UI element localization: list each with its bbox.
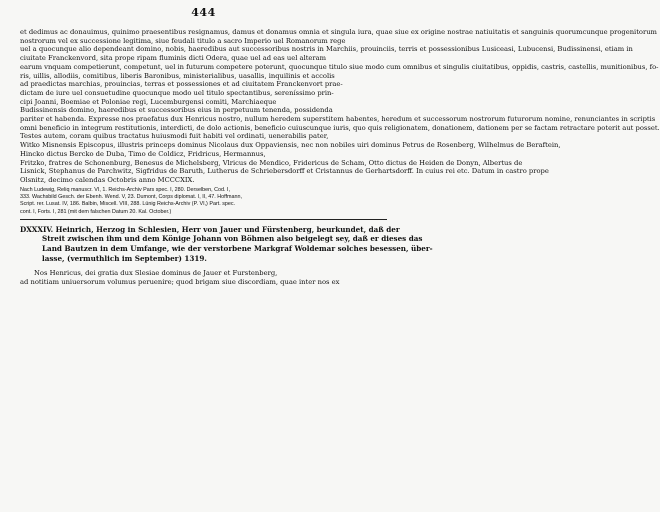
- body-line: omni beneficio in integrum restitutionis, interdicti, de dolo actionis, beneficio cuiuscunque iuris, quo quis religionatem, donationem, dationem per se factam retractare poterit aut posset.: [20, 123, 660, 132]
- page-number: 444: [191, 6, 216, 19]
- body-line: et dedimus ac donauimus, quinimo praesentibus resignamus, damus et donamus omnia et singula iura, quae siue ex origine nostrae natiuitatis et sanguinis quorumcunque progenitorum: [20, 28, 657, 36]
- body-line: dictam de iure uel consuetudine quocunque modo uel titulo spectantibus, sereníssimo prin-: [20, 88, 334, 97]
- section-divider: [20, 219, 387, 220]
- body-line: ciuitate Franckenvord, sita prope ripam fluminis dicti Odera, quae uel ad eas uel alteram: [20, 54, 327, 63]
- body-line: ris, uillis, allodiis, comitibus, liberis Baronibus, ministerialibus, uasallis, inquilinis et accolis: [20, 71, 335, 80]
- note-line: Nach Ludewig, Reliq manuscr. VI, 1. Reichs-Archiv Pars spec. I, 280. Derselben, Cod. I,: [20, 186, 231, 193]
- body-line: Hincko dictus Bercko de Duba, Timo de Coldicz, Fridricus, Hermannus,: [20, 149, 266, 158]
- body-line: uel a quocunque alio dependeant domino, nobis, haeredibus aut successoribus nostris in Marchiis, prouinciis, terris et possessionibus Lusiceasi, Lubucensi, Budissinensi, etiam in: [20, 45, 633, 54]
- second-document-body: [20, 269, 387, 286]
- body-line: Olsnitz, decimo calendas Octobris anno MCCCXIX.: [20, 175, 195, 184]
- heading-line: Land Bautzen in dem Umfange, wie der verstorbene Markgraf Woldemar solches besessen, über-: [42, 244, 433, 254]
- note-line: cont. I, Forts. I, 281 (mit dem falschen Datum 20. Kal. October.): [20, 208, 172, 215]
- body-line: Witko Misnensis Episcopus, illustris princeps dominus Nicolaus dux Oppaviensis, nec non nobiles uiri dominus Petrus de Rosenberg, Wilhelmus de Beraftein,: [20, 141, 561, 150]
- heading-line: lasse, (vermuthlich im September) 1319.: [42, 253, 207, 263]
- body-line: cipi Joanni, Boemiae et Poloniae regi, Lucemburgensi comiti, Marchiaeque: [20, 97, 277, 106]
- body-line: Nos Henricus, dei gratia dux Slesiae dominus de Jauer et Furstenberg,: [34, 269, 278, 278]
- heading-line: Streit zwischen ihm und dem Könige Johann von Böhmen also beigelegt sey, daß er dieses das: [42, 234, 423, 244]
- body-line: Lisnick, Stephanus de Parchwitz, Sigfridus de Baruth, Lutherus de Schriebersdorff et Cristannus de Gerhartsdorff. In cuius rei etc. Datum in castro prope: [20, 167, 549, 176]
- body-line: earum vnquam competierunt, competunt, uel in futurum competere poterunt, quocunque titulo siue modo cum omnibus et singulis ciuitatibus, oppidis, castris, castellis, munitionibus, fo-: [20, 62, 659, 71]
- note-line: Script. rer. Lusat. IV, 186. Balbin, Miscell. VIII, 288. Lünig Reichs-Archiv (P. VI,) Part. spec.: [20, 201, 236, 208]
- document-heading: [20, 224, 433, 263]
- body-line: ad praedictas marchias, prouincias, terras et possessiones et ad ciuitatem Franckenvort prae-: [20, 80, 343, 89]
- body-line: Testes autem, coram quibus tractatus huiusmodi fuit habiti vel ordinati, uenerabilis pater,: [20, 132, 329, 141]
- body-line: ad notitiam uniuersorum volumus peruenire; quod brigam siue discordiam, quae inter nos ex: [20, 277, 340, 286]
- document-body: [20, 28, 660, 185]
- source-notes: [20, 187, 387, 216]
- heading-line: DXXXIV. Heinrich, Herzog in Schlesien, Herr von Jauer und Fürstenberg, beurkundet, daß der: [20, 224, 400, 234]
- body-line: Budissinensis domino, haeredibus et successoribus eius in perpetuum tenenda, possidenda: [20, 106, 333, 115]
- note-line: 333. Wachsbild Gesch. der Ebenh. Wend. V, 23. Dumont, Corps diplomat. I, II, 47. Hoffmann,: [20, 193, 243, 200]
- body-line: pariter et habenda. Expresse nos praefatus dux Henricus nostro, nullum heredem superstitem habentes, heredum et successorum nostrorum futurorum nomine, renunciantes in scriptis: [20, 115, 656, 124]
- body-line: nostrorum vel ex successione legitima, siue feudali titulo a sacro Imperio uel Romanorum rege: [20, 36, 346, 45]
- body-line: Fritzko, fratres de Schonenburg, Benesus de Michelsberg, Vlricus de Mendico, Fridericus de Scham, Otto dictus de Heiden de Donyn, Albertus de: [20, 158, 523, 167]
